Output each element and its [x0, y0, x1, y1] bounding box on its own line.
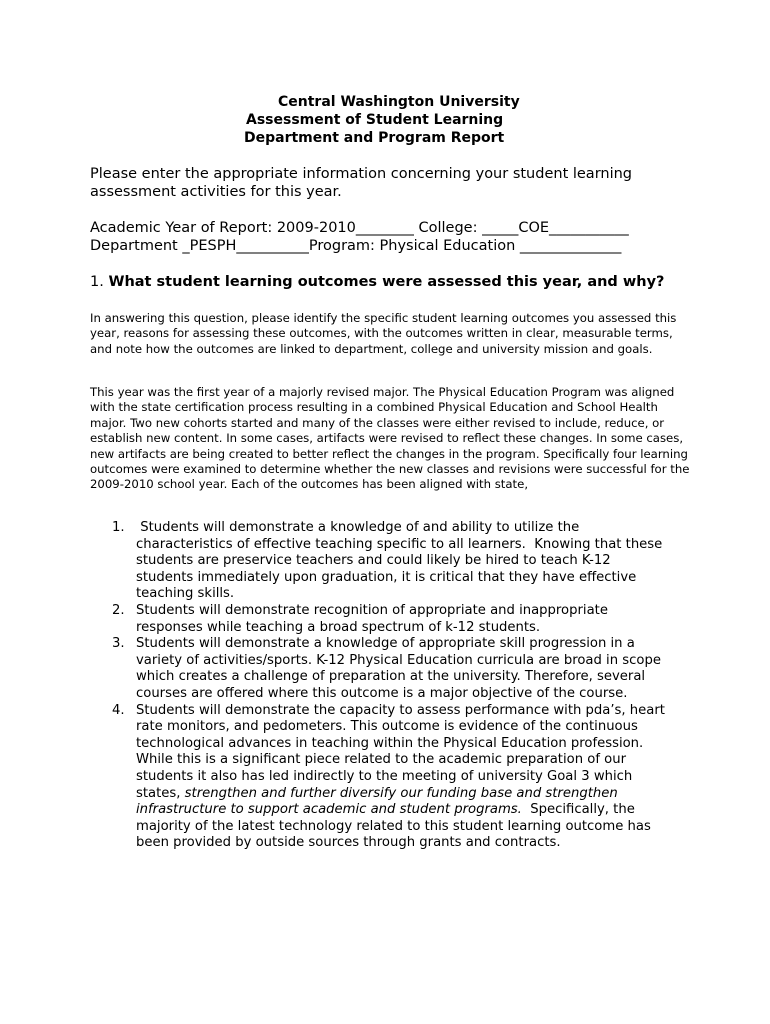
list-item — [90, 520, 670, 603]
list-item-text-part: Students will demonstrate the capacity to assess performance with pda’s, heart rate monitors, and pedometers. This outcome is evidence of the continuous technological advances in teaching within the Physical Education profession. While this is a significant piece related to the academic preparation of our students it also has led indirectly to the meeting of university Goal 3 which states, — [136, 702, 665, 801]
list-item-number: 2. — [112, 602, 125, 618]
academic-year-college-line: Academic Year of Report: 2009-2010________ College: _____COE___________ — [90, 220, 629, 236]
outcomes-list — [90, 520, 670, 852]
list-item-text: Students will demonstrate a knowledge of and ability to utilize the characteristics of effective teaching specific to all learners. Knowing that these students are preservice teachers and could likely be hired to teach K-12 students immediately upon graduation, it is critical that they have effective teaching skills. — [136, 520, 667, 602]
report-subtitle: Department and Program Report — [244, 130, 505, 146]
list-item-number: 3. — [112, 636, 125, 652]
list-item — [90, 603, 670, 636]
goal-quote: strengthen and further diversify our funding base and strengthen infrastructure to support academic and student programs. — [136, 785, 618, 818]
response-paragraph: This year was the first year of a majorly revised major. The Physical Education Program was aligned with the state certification process resulting in a combined Physical Education and School Health major. Two new cohorts started and many of the classes were either revised to include, reduce, or establish new content. In some cases, artifacts were revised to reflect these changes. In some cases, new artifacts are being created to better reflect the changes in the program. Specifically four learning outcomes were examined to determine whether the new classes and revisions were successful for the 2009-2010 school year. Each of the outcomes has been aligned with state, — [90, 385, 690, 492]
department-program-line: Department _PESPH__________Program: Physical Education ______________ — [90, 238, 622, 254]
list-item — [90, 703, 670, 852]
list-item-number: 4. — [112, 702, 125, 718]
intro-text: Please enter the appropriate information concerning your student learning assessment activities for this year. — [90, 166, 633, 200]
list-item-number: 1. — [112, 520, 125, 535]
question-number: 1. — [90, 274, 104, 290]
report-title: Assessment of Student Learning — [246, 112, 504, 128]
question-heading — [90, 273, 690, 291]
list-item-text-part: Specifically, the majority of the latest technology related to this student learning outcome has been provided by outside sources through grants and contracts. — [136, 802, 656, 851]
university-name: Central Washington University — [278, 94, 520, 110]
list-item-text: Students will demonstrate recognition of appropriate and inappropriate responses while teaching a broad spectrum of k-12 students. — [136, 602, 608, 635]
list-item-text: Students will demonstrate a knowledge of appropriate skill progression in a variety of activities/sports. K-12 Physical Education curricula are broad in scope which creates a challenge of preparation at the university. Therefore, several courses are offered where this outcome is a major objective of the course. — [136, 636, 661, 701]
list-item — [90, 636, 670, 702]
question-text: What student learning outcomes were assessed this year, and why? — [108, 274, 665, 290]
question-instructions: In answering this question, please identify the specific student learning outcomes you assessed this year, reasons for assessing these outcomes, with the outcomes written in clear, measurable terms, and note how the outcomes are linked to department, college and university mission and goals. — [90, 311, 677, 356]
